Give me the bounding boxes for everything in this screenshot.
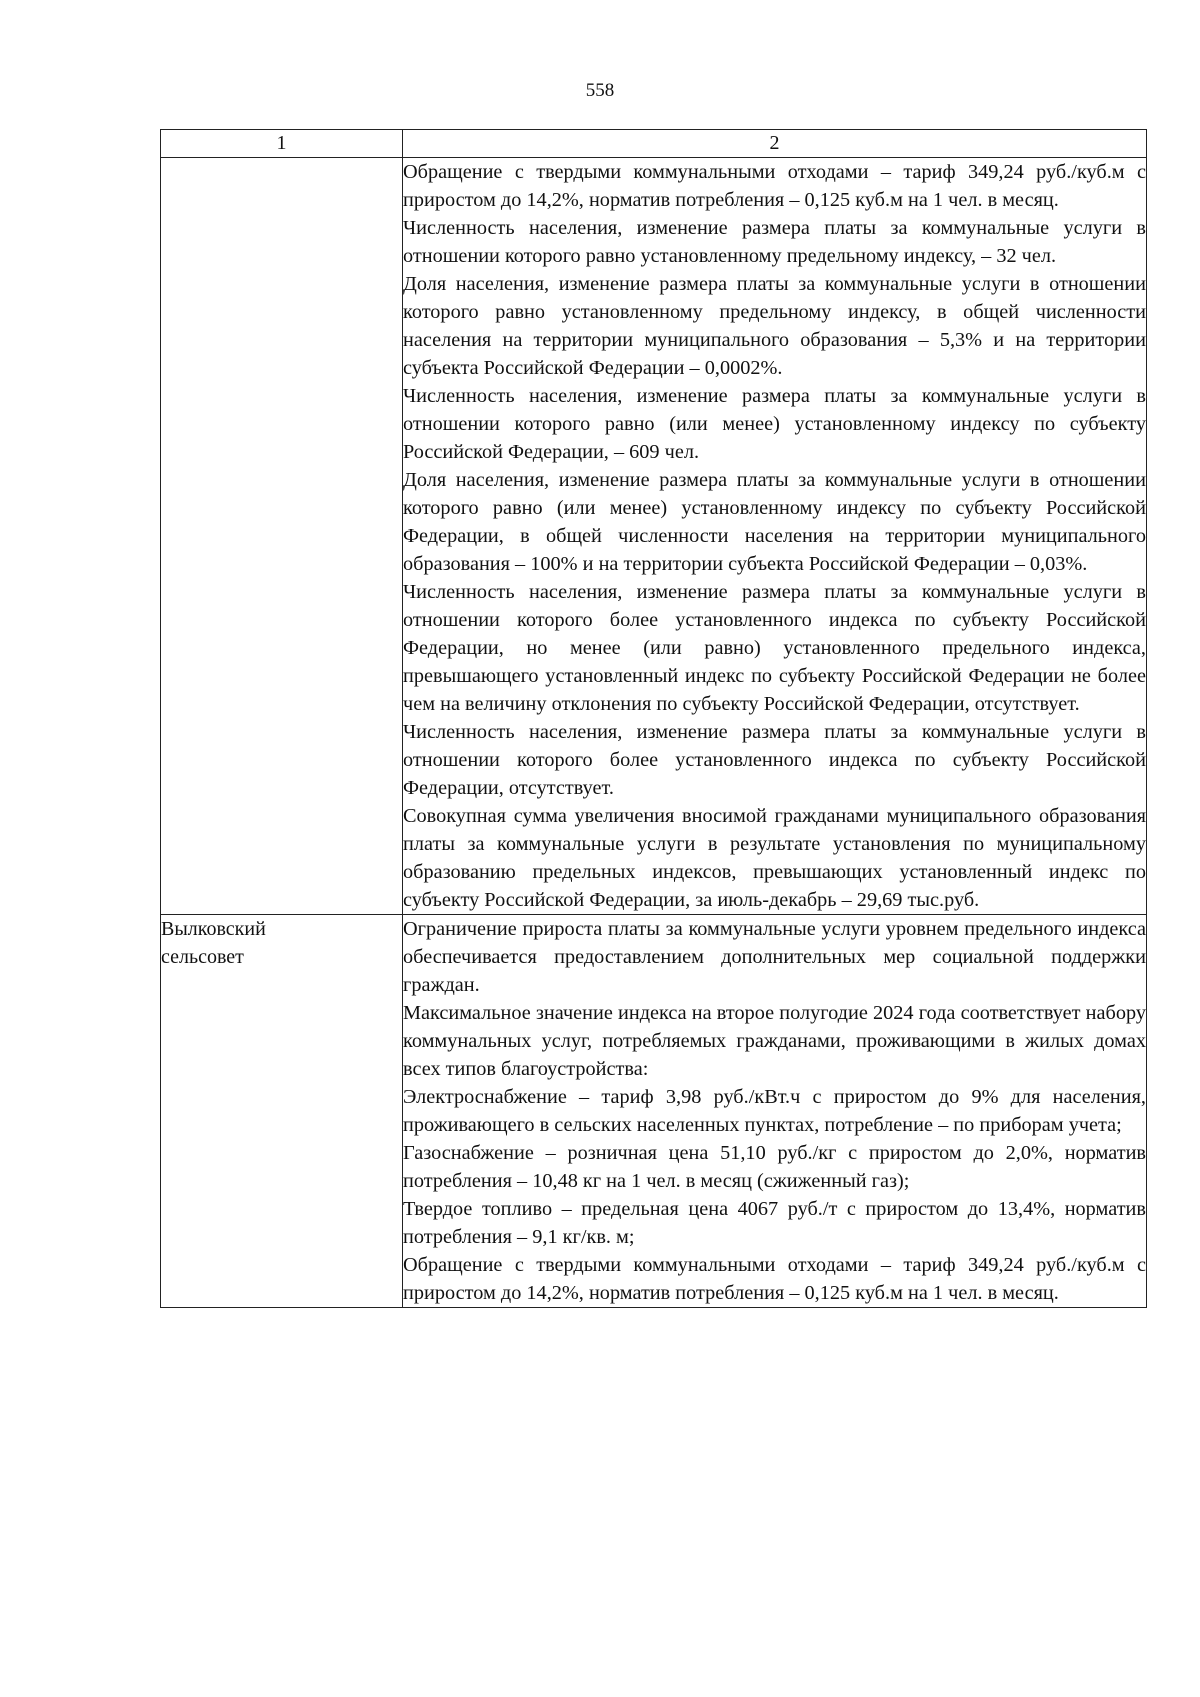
municipality-name-line: сельсовет (161, 946, 244, 968)
paragraph: Электроснабжение – тариф 3,98 руб./кВт.ч с приростом до 9% для населения, проживающего в сельских населенных пунктах, потребление – по приборам учета; (403, 1086, 1146, 1136)
municipality-cell (161, 915, 403, 1308)
paragraph: Численность населения, изменение размера платы за коммунальные услуги в отношении которого равно установленному предельному индексу, – 32 чел. (403, 217, 1146, 267)
paragraph: Численность населения, изменение размера платы за коммунальные услуги в отношении которого более установленного индекса по субъекту Российской Федерации, отсутствует. (403, 721, 1146, 799)
municipality-name-line: Вылковский (161, 918, 266, 940)
paragraph: Совокупная сумма увеличения вносимой гражданами муниципального образования платы за коммунальные услуги в результате установления по муниципальному образованию предельных индексов, превышающих установленный индекс по субъекту Российской Федерации, за июль-декабрь – 29,69 тыс.руб. (403, 805, 1146, 911)
municipality-cell (161, 158, 403, 915)
description-cell (403, 915, 1147, 1308)
page-number: 558 (585, 80, 615, 101)
paragraph: Обращение с твердыми коммунальными отходами – тариф 349,24 руб./куб.м с приростом до 14,2%, норматив потребления – 0,125 куб.м на 1 чел. в месяц. (403, 161, 1146, 211)
paragraph: Численность населения, изменение размера платы за коммунальные услуги в отношении которого более установленного индекса по субъекту Российской Федерации, но менее (или равно) установленного предельного индекса, превышающего установленный индекс по субъекту Российской Федерации не более чем на величину отклонения по субъекту Российской Федерации, отсутствует. (403, 581, 1146, 715)
column-header-1: 1 (161, 130, 403, 158)
paragraph: Доля населения, изменение размера платы за коммунальные услуги в отношении которого равно установленному предельному индексу, в общей численности населения на территории муниципального образования – 5,3% и на территории субъекта Российской Федерации – 0,0002%. (403, 273, 1146, 379)
paragraph: Численность населения, изменение размера платы за коммунальные услуги в отношении которого равно (или менее) установленному индексу по субъекту Российской Федерации, – 609 чел. (403, 385, 1146, 463)
paragraph: Ограничение прироста платы за коммунальные услуги уровнем предельного индекса обеспечивается предоставлением дополнительных мер социальной поддержки граждан. (403, 918, 1146, 996)
paragraph: Максимальное значение индекса на второе полугодие 2024 года соответствует набору коммунальных услуг, потребляемых гражданами, проживающими в жилых домах всех типов благоустройства: (403, 1002, 1146, 1080)
paragraph: Газоснабжение – розничная цена 51,10 руб./кг с приростом до 2,0%, норматив потребления – 10,48 кг на 1 чел. в месяц (сжиженный газ); (403, 1142, 1146, 1192)
description-cell (403, 158, 1147, 915)
data-table (160, 129, 1147, 1308)
table-row (161, 158, 1147, 915)
paragraph: Твердое топливо – предельная цена 4067 руб./т с приростом до 13,4%, норматив потребления – 9,1 кг/кв. м; (403, 1198, 1146, 1248)
column-header-2: 2 (403, 130, 1147, 158)
table-row (161, 915, 1147, 1308)
table-header-row (161, 130, 1147, 158)
paragraph: Обращение с твердыми коммунальными отходами – тариф 349,24 руб./куб.м с приростом до 14,2%, норматив потребления – 0,125 куб.м на 1 чел. в месяц. (403, 1254, 1146, 1304)
paragraph: Доля населения, изменение размера платы за коммунальные услуги в отношении которого равно (или менее) установленному индексу по субъекту Российской Федерации, в общей численности населения на территории муниципального образования – 100% и на территории субъекта Российской Федерации – 0,03%. (403, 469, 1146, 575)
